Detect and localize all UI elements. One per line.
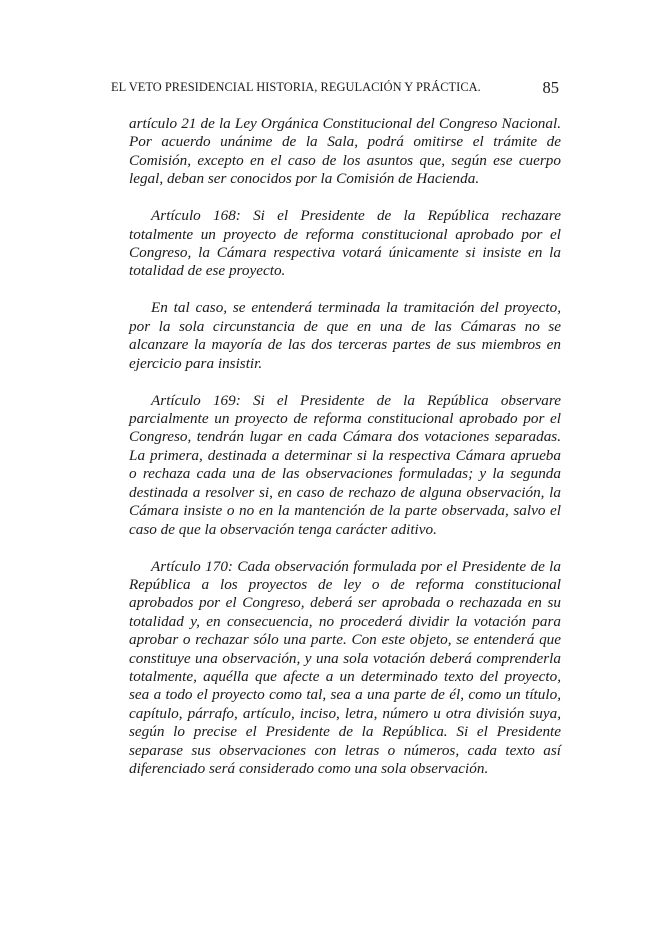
paragraph-article-169: Artículo 169: Si el Presidente de la República observare parcialmente un proyecto de reforma constitucional aprobado por el Congreso, tendrán lugar en cada Cámara dos votaciones separadas. La primera, destinada a determinar si la respectiva Cámara aprueba o rechaza cada una de las observaciones formuladas; y la segunda destinada a resolver si, en caso de rechazo de alguna observación, la Cámara insiste o no en la mantención de la parte observada, salvo el caso de que la observación tenga carácter aditivo.	[129, 391, 561, 538]
paragraph-article-170: Artículo 170: Cada observación formulada por el Presidente de la República a los proyectos de ley o de reforma constitucional aprobados por el Congreso, deberá ser aprobada o rechazada en su totalidad y, en consecuencia, no procederá dividir la votación para aprobar o rechazar sólo una parte. Con este objeto, se entenderá que constituye una observación, y una sola votación deberá comprenderla totalmente, aquélla que afecte a un determinado texto del proyecto, sea a todo el proyecto como tal, sea a una parte de él, como un título, capítulo, párrafo, artículo, inciso, letra, número u otra división suya, según lo precise el Presidente de la República. Si el Presidente separase sus observaciones con letras o números, cada texto así diferenciado será considerado como una sola observación.	[129, 557, 561, 777]
page-number: 85	[542, 78, 559, 97]
paragraph-article-168-second: En tal caso, se entenderá terminada la tramitación del proyecto, por la sola circunstancia de que en una de las Cámaras no se alcanzare la mayoría de las dos terceras partes de sus miembros en ejercicio para insistir.	[129, 299, 561, 372]
running-title: EL VETO PRESIDENCIAL HISTORIA, REGULACIÓN Y PRÁCTICA.	[111, 80, 481, 94]
paragraph-article-168: Artículo 168: Si el Presidente de la República rechazare totalmente un proyecto de reforma constitucional aprobado por el Congreso, la Cámara respectiva votará únicamente si insiste en la totalidad de ese proyecto.	[129, 207, 561, 280]
running-header	[111, 78, 561, 98]
body-text	[129, 115, 561, 778]
paragraph-continuation: artículo 21 de la Ley Orgánica Constitucional del Congreso Nacional. Por acuerdo unánime de la Sala, podrá omitirse el trámite de Comisión, excepto en el caso de los asuntos que, según ese cuerpo legal, deban ser conocidos por la Comisión de Hacienda.	[129, 115, 561, 188]
